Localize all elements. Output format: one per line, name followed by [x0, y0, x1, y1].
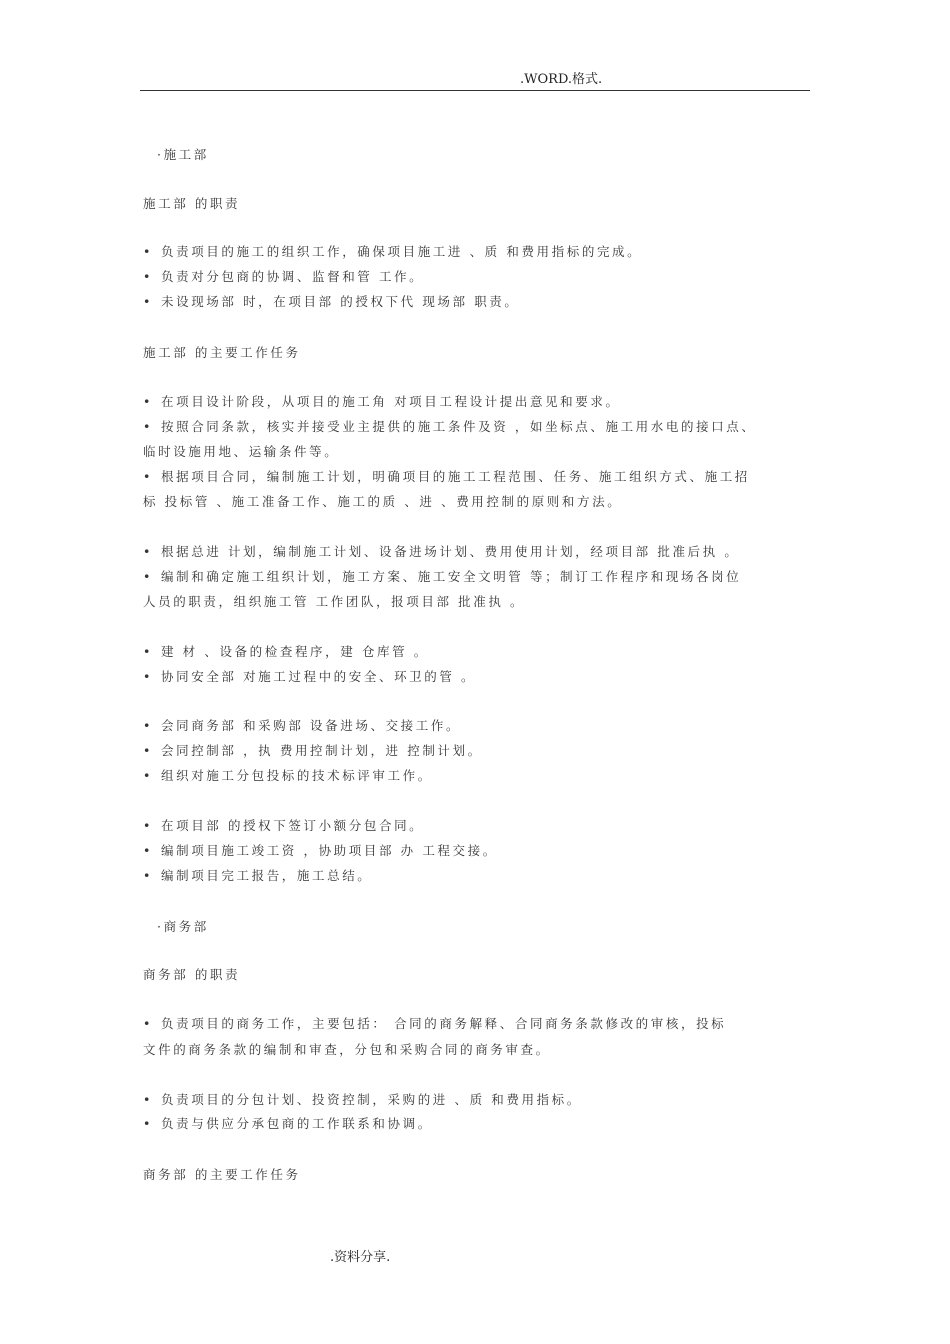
list-item: • 负责项目的分包计划、投资控制，采购的进 、质 和费用指标。 — [143, 1092, 582, 1108]
list-item: • 负责项目的商务工作，主要包括： 合同的商务解释、合同商务条款修改的审核，投标 — [143, 1016, 726, 1032]
list-item: • 根据总进 计划，编制施工计划、设备进场计划、费用使用计划，经项目部 批准后执 。 — [143, 544, 739, 560]
list-item: • 会同商务部 和采购部 设备进场、交接工作。 — [143, 718, 461, 734]
list-item: • 建 材 、设备的检查程序，建 仓库管 。 — [143, 644, 429, 660]
section-title-construction: ·施工部 — [157, 147, 209, 162]
list-item: • 在项目设计阶段，从项目的施工角 对项目工程设计提出意见和要求。 — [143, 394, 621, 410]
list-item: • 在项目部 的授权下签订小额分包合同。 — [143, 818, 424, 834]
tasks-heading-construction: 施工部 的主要工作任务 — [143, 345, 301, 360]
tasks-heading-commerce: 商务部 的主要工作任务 — [143, 1167, 301, 1182]
list-item: • 负责对分包商的协调、监督和管 工作。 — [143, 269, 424, 285]
list-item-continuation: 人员的职责，组织施工管 工作团队，报项目部 批准执 。 — [143, 594, 526, 609]
list-item: • 协同安全部 对施工过程中的安全、环卫的管 。 — [143, 669, 476, 685]
list-item: • 会同控制部 ，执 费用控制计划，进 控制计划。 — [143, 743, 483, 759]
list-item: • 编制项目完工报告，施工总结。 — [143, 868, 372, 884]
list-item: • 编制项目施工竣工资 ，协助项目部 办 工程交接。 — [143, 843, 498, 859]
page-footer: .资料分享. — [330, 1250, 391, 1265]
list-item: • 组织对施工分包投标的技术标评审工作。 — [143, 768, 433, 784]
list-item-continuation: 文件的商务条款的编制和审查，分包和采购合同的商务审查。 — [143, 1042, 551, 1057]
list-item: • 未设现场部 时，在项目部 的授权下代 现场部 职责。 — [143, 294, 520, 310]
duties-heading-commerce: 商务部 的职责 — [143, 967, 241, 982]
section-title-commerce: ·商务部 — [157, 919, 209, 934]
list-item: • 按照合同条款，核实并接受业主提供的施工条件及资 ，如坐标点、施工用水电的接口点、 — [143, 419, 756, 435]
header-text: .WORD.格式. — [520, 72, 603, 87]
list-item: • 负责与供应分承包商的工作联系和协调。 — [143, 1116, 433, 1132]
duties-heading-construction: 施工部 的职责 — [143, 196, 241, 211]
list-item-continuation: 标 投标管 、施工准备工作、施工的质 、进 、费用控制的原则和方法。 — [143, 494, 623, 509]
page-header — [140, 72, 810, 91]
list-item: • 负责项目的施工的组织工作，确保项目施工进 、质 和费用指标的完成。 — [143, 244, 642, 260]
list-item-continuation: 临时设施用地、运输条件等。 — [143, 444, 340, 459]
list-item: • 编制和确定施工组织计划，施工方案、施工安全文明管 等；制订工作程序和现场各岗位 — [143, 569, 741, 585]
list-item: • 根据项目合同，编制施工计划，明确项目的施工工程范围、任务、施工组织方式、施工招 — [143, 469, 750, 485]
